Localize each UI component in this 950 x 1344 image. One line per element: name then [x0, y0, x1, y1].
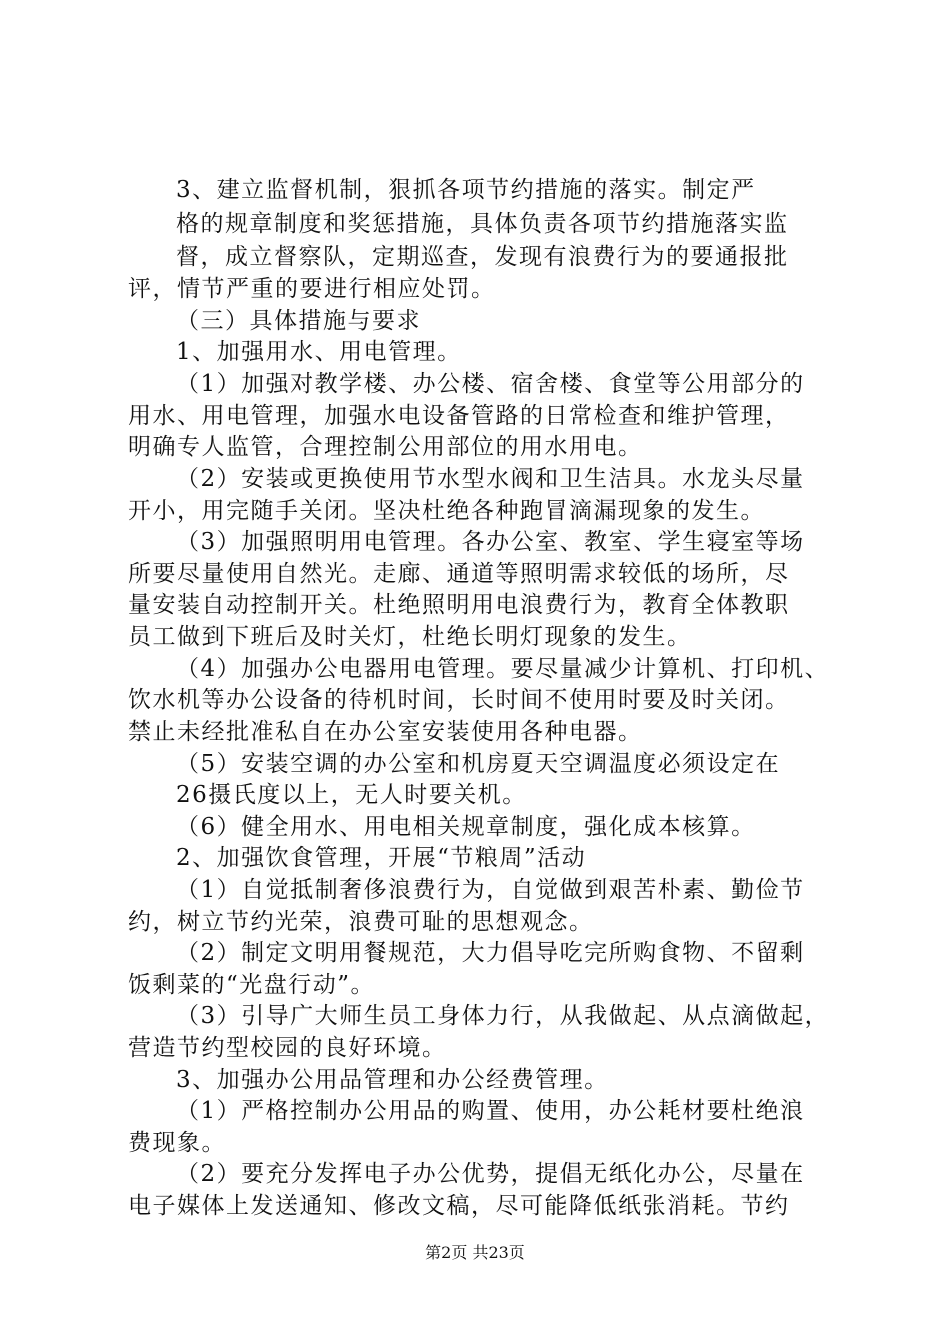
text-line: 营造节约型校园的良好环境。	[128, 1035, 447, 1061]
text-line: 禁止未经批准私自在办公室安装使用各种电器。	[128, 719, 643, 745]
text-line: （1）自觉抵制奢侈浪费行为，自觉做到艰苦朴素、勤俭节	[176, 877, 805, 903]
text-line: （3）加强照明用电管理。各办公室、教室、学生寝室等场	[176, 529, 805, 555]
text-line: 饭剩菜的“光盘行动”。	[128, 972, 376, 998]
subsection-heading: 1、加强用水、用电管理。	[176, 339, 462, 365]
text-line: 3、建立监督机制，狠抓各项节约措施的落实。制定严	[176, 177, 756, 203]
text-line: （6）健全用水、用电相关规章制度，强化成本核算。	[176, 814, 756, 840]
section-heading: （三）具体措施与要求	[176, 308, 421, 334]
text-line: （3）引导广大师生员工身体力行，从我做起、从点滴做起，	[176, 1003, 830, 1029]
text-line: 费现象。	[128, 1130, 226, 1156]
text-line: 量安装自动控制开关。杜绝照明用电浪费行为，教育全体教职	[128, 592, 790, 618]
text-line: 评，情节严重的要进行相应处罚。	[128, 276, 496, 302]
text-line: 开小，用完随手关闭。坚决杜绝各种跑冒滴漏现象的发生。	[128, 498, 765, 524]
text-line: 格的规章制度和奖惩措施，具体负责各项节约措施落实监	[176, 211, 789, 237]
text-line: 员工做到下班后及时关灯，杜绝长明灯现象的发生。	[128, 624, 692, 650]
text-line: （1）加强对教学楼、办公楼、宿舍楼、食堂等公用部分的	[176, 371, 805, 397]
text-line: 约，树立节约光荣，浪费可耻的思想观念。	[128, 909, 594, 935]
text-line: 明确专人监管，合理控制公用部位的用水用电。	[128, 434, 643, 460]
text-line: （1）严格控制办公用品的购置、使用，办公耗材要杜绝浪	[176, 1098, 805, 1124]
text-line: （2）安装或更换使用节水型水阀和卫生洁具。水龙头尽量	[176, 466, 805, 492]
text-line: （5）安装空调的办公室和机房夏天空调温度必须设定在	[176, 751, 781, 777]
text-line: （2）要充分发挥电子办公优势，提倡无纸化办公，尽量在	[176, 1161, 805, 1187]
text-line: 电子媒体上发送通知、修改文稿，尽可能降低纸张消耗。节约	[128, 1193, 790, 1219]
subsection-heading: 2、加强饮食管理，开展“节粮周”活动	[176, 845, 587, 871]
text-line: （4）加强办公电器用电管理。要尽量减少计算机、打印机、	[176, 656, 830, 682]
page-footer: 第2页 共23页	[425, 1243, 525, 1262]
text-line: 饮水机等办公设备的待机时间，长时间不使用时要及时关闭。	[128, 687, 790, 713]
text-line: 所要尽量使用自然光。走廊、通道等照明需求较低的场所，尽	[128, 561, 790, 587]
text-line: 26摄氏度以上，无人时要关机。	[176, 782, 527, 808]
subsection-heading: 3、加强办公用品管理和办公经费管理。	[176, 1067, 609, 1093]
text-line: 督，成立督察队，定期巡查，发现有浪费行为的要通报批	[176, 244, 789, 270]
text-line: （2）制定文明用餐规范，大力倡导吃完所购食物、不留剩	[176, 940, 805, 966]
text-line: 用水、用电管理，加强水电设备管路的日常检查和维护管理，	[128, 403, 790, 429]
